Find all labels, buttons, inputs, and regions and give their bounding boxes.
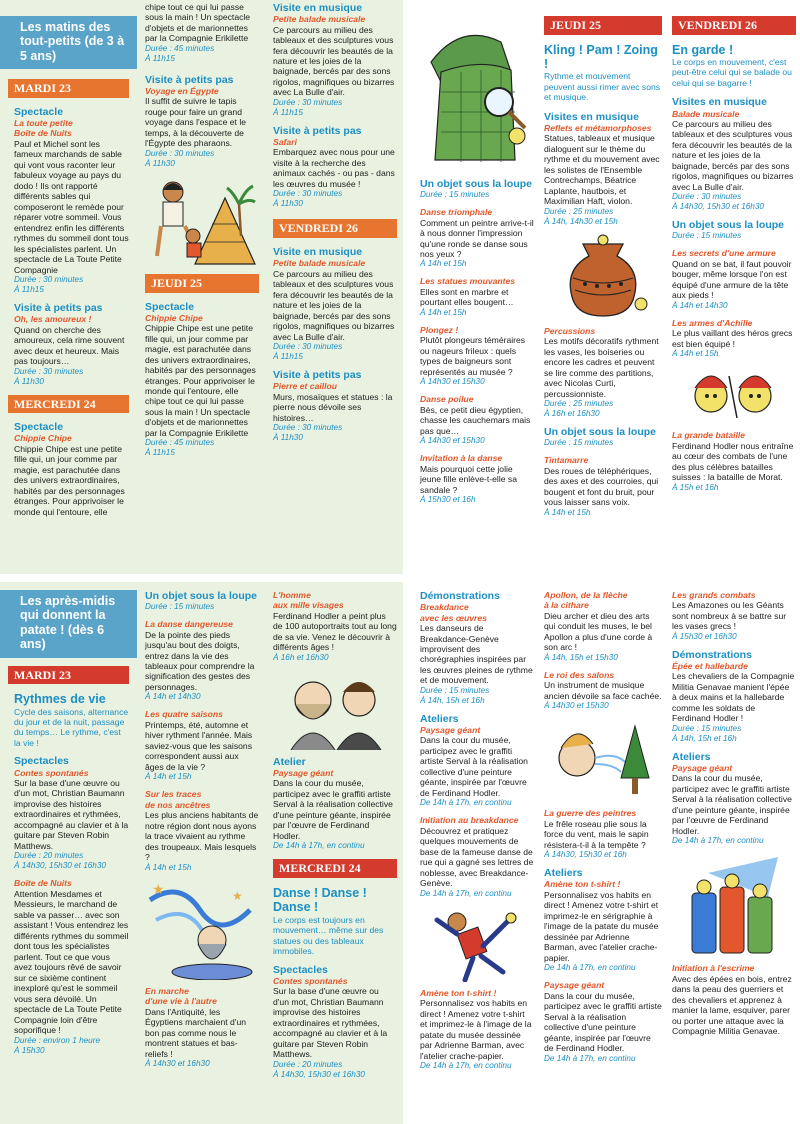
item-guerre-peintres: La guerre des peintres Le frêle roseau plie sous la force du vent, mais le sapin résistera-t-il à la tempête ? À 14h30, 15h30 et 16h — [544, 808, 649, 860]
event-en-garde: En garde ! Le corps en mouvement, c'est peut-être celui qui se balade ou celui qui se bagarre ! — [672, 42, 792, 88]
column-bottom-3 — [265, 582, 403, 1124]
event-amoureux: Visite à petits pas Oh, les amoureux ! Quand on cherche des amoureux, cela rime souvent avec deux et heureux. Mais pas toujours… Durée : 30 minutes À 11h30 — [14, 302, 125, 386]
item-escrime: Initiation à l'escrime Avec des épées en bois, entrez dans la peau des guerriers et des chevaliers et apprenez à manier la lame, esquiver, parer ou porter une attaque avec la Compagnie Militia Genavae. — [672, 963, 792, 1037]
event-chippie-1: Spectacle Chippie Chipe Chippie Chipe est une petite fille qui, un jour comme par magie, est parachutée dans des univers extraordinaires, habités par des personnages étranges. Pour apprivoiser le monde qui l'entoure, elle — [14, 421, 125, 517]
item-ancetres: Sur les traces de nos ancêtres Les plus anciens habitants de notre région dont nous ayons la trace vivaient au rythme des troupeaux. Mais lesquels ? À 14h et 15h — [145, 789, 259, 872]
column-top-4 — [410, 0, 538, 574]
section-header-matins: Les matins des tout-petits (de 3 à 5 ans) — [0, 16, 137, 69]
item-danse-poilue: Danse poilue Bès, ce petit dieu égyptien, chasse les cauchemars mais pas que… À 14h30 et 15h30 — [420, 394, 531, 446]
item-mille-visages: L'homme aux mille visages Ferdinand Hodler a peint plus de 100 autoportraits tout au long de sa vie. Venez le découvrir à différents âges ! À 16h et 16h30 — [273, 590, 397, 662]
event-chippie-cont: chipe tout ce qui lui passe sous la main ! Un spectacle d'objets et de marionnettes par la Compagnie Erikilette Durée : 45 minutes À 11h15 — [145, 2, 251, 63]
egypt-pyramid-illustration — [147, 176, 257, 268]
event-rythmes-de-vie: Rythmes de vie Cycle des saisons, alternance du jour et de la nuit, passage du temps… Le rythme, c'est la vie ! — [14, 692, 129, 748]
column-bottom-5 — [538, 582, 666, 1124]
column-bottom-2 — [137, 582, 265, 1124]
day-vendredi-26-right: VENDREDI 26 — [672, 16, 796, 35]
event-egypte: Visite à petits pas Voyage en Égypte Il suffit de suivre le tapis rouge pour faire un grand voyage dans l'espace et le temps, à la découverte de l'Égypte des pharaons. Durée : 30 minutes À 11h30 — [145, 73, 247, 168]
item-en-marche: En marche d'une vie à l'autre Dans l'Antiquité, les Égyptiens marchaient d'un bon pas comme nous le montrent statues et bas-reliefs ! À 14h30 et 16h30 — [145, 985, 247, 1069]
day-jeudi-25-right: JEUDI 25 — [544, 16, 662, 35]
event-danse-danse: Danse ! Danse ! Danse ! Le corps est toujours en mouvement… même sur des statues ou des tableaux immobiles. — [273, 885, 384, 957]
item-quatre-saisons: Les quatre saisons Printemps, été, automne et hiver rythment l'année. Mais saviez-vous que les saisons correspondent aussi aux âges de la vie ? À 14h et 15h — [145, 709, 253, 782]
item-plongez: Plongez ! Plutôt plongeurs téméraires ou nageurs frileux : quels types de baigneurs sont représentés au musée ? À 14h30 et 15h30 — [420, 324, 526, 387]
item-roi-des-salons: Le roi des salons Un instrument de musique ancien dévoile sa face cachée. À 14h30 et 15h30 — [544, 669, 662, 711]
warrior-helmets-illustration — [679, 366, 789, 424]
item-invitation: Invitation à la danse Mais pourquoi cette jolie jeune fille enlève-t-elle sa sandale ? À 15h30 et 16h — [420, 453, 517, 505]
event-epee-hallebarde: Démonstrations Épée et hallebarde Les chevaliers de la Compagnie Militia Genavae manient l'épée à deux mains et la hallebarde comme les soldats de Ferdinand Hodler ! Durée : 15 minutes À 14h, 15h et 16h — [672, 648, 795, 743]
breakdancer-illustration — [427, 906, 527, 982]
item-initiation-breakdance: Initiation au breakdance Découvrez et pratiquez quelques mouvements de base de la fameuse danse de rue qui a gagné ses lettres de noblesse, avec Breakdance-Genève. De 14h à 17h, en continu — [420, 815, 534, 898]
item-armure: Les secrets d'une armure Quand on se bat, il faut pouvoir bouger, même lorsque l'on est équipé d'une armure de la tête aux pieds ! À 14h et 14h30 — [672, 248, 792, 310]
column-bottom-6 — [666, 582, 800, 1124]
event-ateliers-tshirt: Ateliers Amène ton t-shirt ! Personnalisez vos habits en direct ! Amenez votre t-shirt et imprimez-le en sérigraphie à l'image de la patate du musée dessinée par Adrienne Barman, avec l'atelier crache-papier. De 14h à 17h, en continu — [544, 867, 659, 973]
event-ateliers-paysage-2: Ateliers Paysage géant Dans la cour du musée, participez avec le graffiti artiste Serval à la réalisation collective d'une peinture géante, inspirée par l'œuvre de Ferdinand Hodler. De 14h à 17h, en continu — [420, 712, 528, 808]
day-mercredi-24-bottom: MERCREDI 24 — [273, 859, 397, 878]
item-danse-triomphale: Danse triomphale Comment un peintre arrive-t-il à nous donner l'impression qu'une ronde se danse sous nos yeux ? À 14h et 15h — [420, 207, 534, 269]
column-top-6 — [666, 0, 800, 574]
day-mardi-23-bottom: MARDI 23 — [8, 666, 129, 685]
event-pierre: Visite à petits pas Pierre et caillou Murs, mosaïques et statues : la pierre nous dévoile ses histoires… Durée : 30 minutes À 11h30 — [273, 368, 393, 442]
event-atelier-paysage-1: Atelier Paysage géant Dans la cour du musée, participez avec le graffiti artiste Serval à la réalisation collective d'une peinture géante, inspirée par l'œuvre de Ferdinand Hodler. De 14h à 17h, en continu — [273, 755, 393, 851]
section-header-apres-midis: Les après-midis qui donnent la patate ! (dès 6 ans) — [0, 590, 137, 658]
column-top-5 — [538, 0, 666, 574]
event-balade-3: Visites en musique Balade musicale Ce parcours au milieu des tableaux et des sculptures vous fera découvrir les beautés de la nature et les joies de la baignade, bercés par des sons rigolos, magnifiques ou bizarres avec La Bulle d'air. Durée : 30 minutes À 14h30, 15h30 et 16h30 — [672, 96, 794, 212]
section-divider — [0, 574, 800, 582]
vase-illustration — [553, 234, 653, 320]
event-loupe-4: Un objet sous la loupe Durée : 15 minutes — [145, 590, 258, 612]
detective-magnifier-illustration — [421, 12, 533, 172]
item-apollon: Apollon, de la flèche à la cithare Dieu archer et dieu des arts qui conduit les muses, le bel Apollon a plus d'une corde à son arc ! À 14h, 15h et 15h30 — [544, 590, 653, 662]
item-boite-de-nuits: Boîte de Nuits Attention Mesdames et Messieurs, le marchand de sable va passer… avec son assistant ! Vous entendrez les différents rythmes du sommeil dont tous les spécialistes parlent. Tout ce que vous avez toujours rêvé de savoir sur ce sixième continent inexploré qu'est le sommeil vous sera dévoilé. Un spectacle de La Toute Petite Compagnie loin d'être soporifique ! Durée : environ 1 heure À 15h30 — [14, 878, 129, 1055]
event-chippie-2: Spectacle Chippie Chipe Chippie Chipe est une petite fille qui, un jour comme par magie, est parachutée dans des univers extraordinaires, habités par des personnages étranges. Pour apprivoiser le monde qui l'entoure, elle chipe tout ce qui lui passe sous la main ! Un spectacle d'objets et de marionnettes par la Compagnie Erikilette Durée : 45 minutes À 11h15 — [145, 300, 256, 458]
item-achille: Les armes d'Achille Le plus vaillant des héros grecs est bien équipé ! À 14h et 15h — [672, 317, 793, 359]
column-top-3 — [265, 0, 403, 574]
column-bottom-1 — [0, 582, 137, 1124]
item-percussions: Percussions Les motifs décoratifs rythment les vases, les boiseries ou encore les cadres et peuvent se lire comme des partitions, avec Nicolas Curti, percussionniste. Durée : 25 minutes À 16h et 16h30 — [544, 325, 659, 419]
item-amene-tshirt-1: Amène ton t-shirt ! Personnalisez vos habits en direct ! Amenez votre t-shirt et imprimez-le à l'image de la patate du musée dessinée par Adrienne Barman, avec l'atelier crache-papier. De 14h à 17h, en continu — [420, 987, 532, 1071]
event-balade-2: Visite en musique Petite balade musicale Ce parcours au milieu des tableaux et des sculptures vous fera découvrir les beautés de la nature et les joies de la baignade, bercés par des sons rigolos, magnifiques ou bizarres avec La Bulle d'air. Durée : 30 minutes À 11h15 — [273, 246, 395, 361]
day-jeudi-25-top: JEUDI 25 — [145, 274, 259, 293]
event-loupe-2: Un objet sous la loupe Durée : 15 minutes — [544, 426, 657, 448]
item-tintamarre: Tintamarre Des roues de téléphériques, des axes et des courroies, qui bougent et font du bruit, pour vous laisser sans voix. À 14h et 15h — [544, 455, 659, 517]
column-bottom-4 — [410, 582, 538, 1124]
column-top-2 — [137, 0, 265, 574]
wind-tree-illustration — [551, 718, 655, 802]
item-danse-dangereuse: La danse dangereuse De la pointe des pieds jusqu'au bout des doigts, entrez dans la vie des tableaux pour comprendre la signification des gestes des personnages. À 14h et 14h30 — [145, 619, 255, 702]
hodler-portraits-illustration — [277, 670, 393, 750]
event-breakdance-demo: Démonstrations Breakdance avec les œuvres Les danseurs de Breakdance-Genève improvisent des chorégraphies inspirées par les œuvres pleines de rythme et de mouvement. Durée : 15 minutes À 14h, 15h et 16h — [420, 590, 533, 705]
event-contes-2: Spectacles Contes spontanés Sur la base d'une œuvre ou d'un mot, Christian Baumann improvise des histoires extraordinaires et rythmées, accompagné au clavier et à la guitare par Steven Robin Matthews. Durée : 20 minutes À 14h30, 15h30 et 16h30 — [273, 963, 388, 1079]
item-statues: Les statues mouvantes Elles sont en marbre et pourtant elles bougent… À 14h et 15h — [420, 276, 516, 317]
event-safari: Visite à petits pas Safari Embarquez avec nous pour une visite à la recherche des animaux cachés - ou pas - dans les œuvres du musée ! Durée : 30 minutes À 11h30 — [273, 124, 395, 209]
svg-text:★: ★ — [152, 880, 165, 897]
spray-cans-illustration — [678, 853, 790, 957]
item-paysage-geant-3: Paysage géant Dans la cour du musée, participez avec le graffiti artiste Serval à la réalisation collective d'une peinture géante, inspirée par l'œuvre de Ferdinand Hodler. De 14h à 17h, en continu — [544, 980, 662, 1063]
event-loupe-3: Un objet sous la loupe Durée : 15 minutes — [672, 219, 785, 241]
item-grande-bataille: La grande bataille Ferdinand Hodler nous entraîne au cœur des combats de l'une des plus célèbres batailles suisses : la bataille de Morat. À 15h et 16h — [672, 430, 794, 492]
day-vendredi-26-top: VENDREDI 26 — [273, 219, 397, 238]
day-mercredi-24: MERCREDI 24 — [8, 395, 129, 414]
item-grands-combats: Les grands combats Les Amazones ou les Géants sont nombreux à se battre sur les vases grecs ! À 15h30 et 16h30 — [672, 590, 787, 641]
column-top-1 — [0, 0, 137, 574]
event-reflets: Visites en musique Reflets et métamorphoses Statues, tableaux et musique dialoguent sur le thème du rythme et du mouvement avec les solistes de l'Ensemble Contrechamps, Béatrice Laplante, hautbois, et Maximilian Haft, violon. Durée : 25 minutes À 14h, 14h30 et 15h — [544, 110, 660, 226]
event-spectacle-boite: Spectacle La toute petite Boîte de Nuits Paul et Michel sont les fameux marchands de sable qui vont vous raconter leur fabuleux voyage au pays du dodo ! Ils ont rapporté différents sables qui composeront le remède pour réparer votre sommeil. Vous entendrez enfin les différents rythmes du sommeil dont tous les spécialistes parlent. Un spectacle de La Toute Petite Compagnie Durée : 30 minutes À 11h15 — [14, 105, 129, 295]
event-kling: Kling ! Pam ! Zoing ! Rythme et mouvement peuvent aussi rimer avec sons et musique. — [544, 42, 661, 103]
day-mardi-23: MARDI 23 — [8, 79, 129, 98]
svg-text:★: ★ — [232, 888, 243, 903]
starry-wizard-illustration — [146, 880, 258, 980]
event-balade-1: Visite en musique Petite balade musicale Ce parcours au milieu des tableaux et des sculptures vous fera découvrir les beautés de la nature et les joies de la baignade, bercés par des sons rigolos, magnifiques ou bizarres avec La Bulle d'air. Durée : 30 minutes À 11h15 — [273, 2, 395, 117]
event-ateliers-paysage-4: Ateliers Paysage géant Dans la cour du musée, participez avec le graffiti artiste Serval à la réalisation collective d'une peinture géante, inspirée par l'œuvre de Ferdinand Hodler. De 14h à 17h, en continu — [672, 750, 792, 846]
event-contes-1: Spectacles Contes spontanés Sur la base d'une œuvre ou d'un mot, Christian Baumann improvise des histoires extraordinaires et rythmées, accompagné au clavier et à la guitare par Steven Robin Matthews. Durée : 20 minutes À 14h30, 15h30 et 16h30 — [14, 755, 129, 871]
event-loupe-1: Un objet sous la loupe Durée : 15 minutes — [420, 178, 533, 200]
